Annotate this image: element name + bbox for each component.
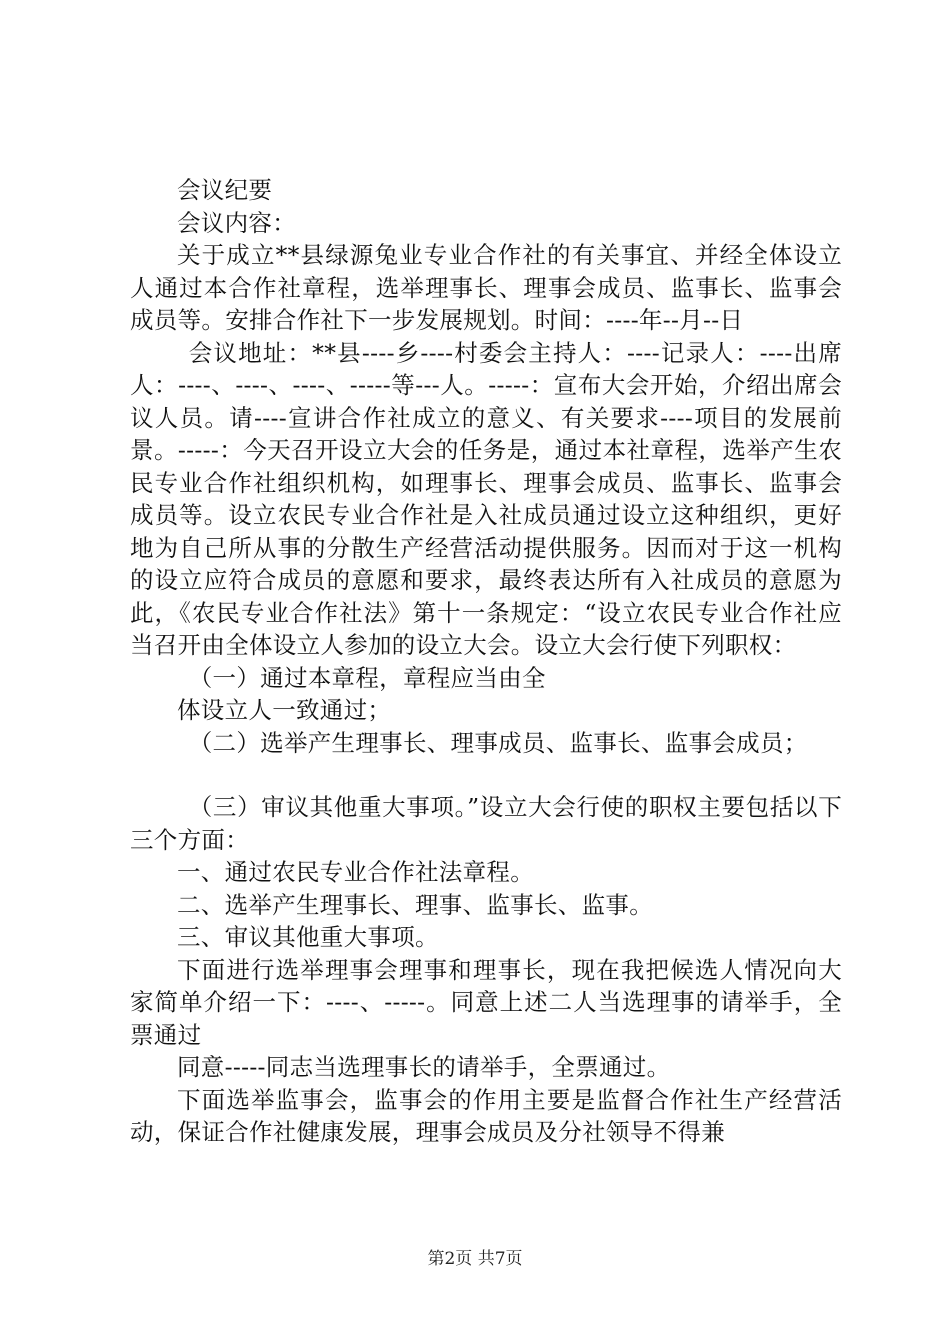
paragraph-point-1: 一、通过农民专业合作社法章程。 xyxy=(177,858,534,886)
paragraph-content-label: 会议内容： xyxy=(177,208,296,237)
paragraph-item-3: （三）审议其他重大事项。”设立大会行使的职权主要包括以下三个方面： xyxy=(130,793,842,854)
paragraph-point-3: 三、审议其他重大事项。 xyxy=(177,923,439,951)
paragraph-item-2: （二）选举产生理事长、理事成员、监事长、监事会成员； xyxy=(188,728,808,757)
page-number: 第2页 共7页 xyxy=(427,1249,523,1269)
paragraph-supervisory: 下面选举监事会，监事会的作用主要是监督合作社生产经营活动，保证合作社健康发展，理事会成员及分社领导不得兼 xyxy=(130,1085,842,1146)
paragraph-title: 会议纪要 xyxy=(177,176,273,204)
paragraph-item-1-cont: 体设立人一致通过； xyxy=(177,696,392,724)
paragraph-intro: 关于成立**县绿源兔业专业合作社的有关事宜、并经全体设立人通过本合作社章程，选举理事长、理事会成员、监事长、监事会成员等。安排合作社下一步发展规划。时间：----年--月--日 xyxy=(130,241,842,334)
paragraph-item-1: （一）通过本章程，章程应当由全 xyxy=(188,663,546,692)
paragraph-chairman-vote: 同意-----同志当选理事长的请举手，全票通过。 xyxy=(177,1053,671,1081)
paragraph-point-2: 二、选举产生理事长、理事、监事长、监事。 xyxy=(177,890,653,919)
paragraph-meeting-details: 会议地址：**县----乡----村委会主持人：----记录人：----出席人：----、----、----、-----等---人。-----：宣布大会开始，介绍出席会议人员。请----宣讲合作社成立的意义、有关要求----项目的发展前景。-----：今天召开设立大会的任务是，通过本社章程，选举产生农民专业合作社组织机构，如理事长、理事会成员、监事长、监事会成员等。设立农民专业合作社是入社成员通过设立这种组织，更好地为自己所从事的分散生产经营活动提供服务。因而对于这一机构的设立应符合成员的意愿和要求，最终表达所有入社成员的意愿为此，《农民专业合作社法》第十一条规定：“设立农民专业合作社应当召开由全体设立人参加的设立大会。设立大会行使下列职权： xyxy=(130,338,842,659)
paragraph-election: 下面进行选举理事会理事和理事长，现在我把候选人情况向大家简单介绍一下：----、-----。同意上述二人当选理事的请举手，全票通过 xyxy=(130,955,842,1049)
document-body xyxy=(130,174,842,1149)
